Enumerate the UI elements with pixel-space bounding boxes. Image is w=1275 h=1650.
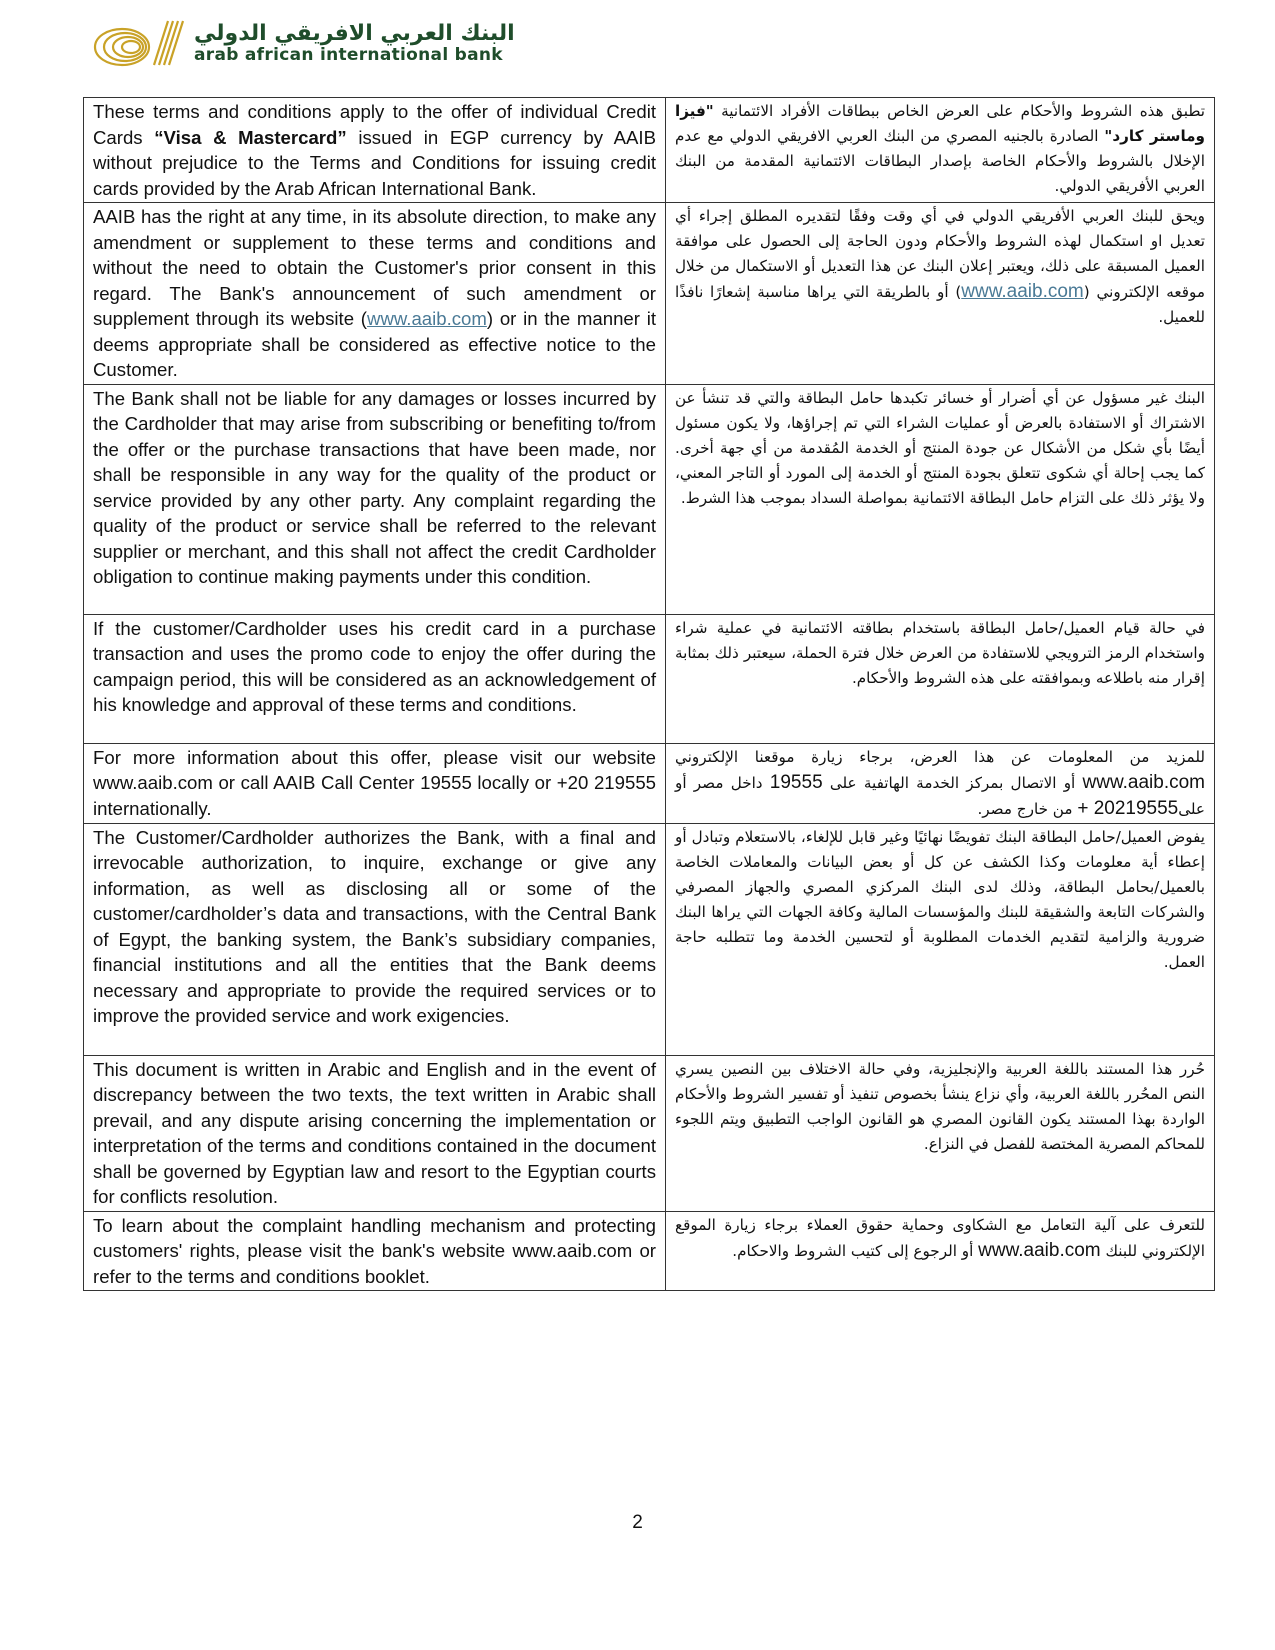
local-call-center-number: 19555 [769,771,823,793]
term-english: The Customer/Cardholder authorizes the Bank, with a final and irrevocable authorization, to inquire, exchange or give any information, as well as disclosing all or some of the customer/cardholder’s data and transactions, with the Central Bank of Egypt, the banking system, the Bank’s subsidiary companies, financial institutions and all the entities that the Bank deems necessary and appropriate to provide the required services or to improve the provided service and work exigencies. [84,823,666,1055]
term-english: To learn about the complaint handling mechanism and protecting customers' rights, please visit the bank's website www.aaib.com or refer to the terms and conditions booklet. [84,1211,666,1291]
card-types-bold: “Visa & Mastercard” [154,126,347,148]
website-text: www.aaib.com [1082,771,1205,793]
term-english: This document is written in Arabic and English and in the event of discrepancy between the two texts, the text written in Arabic shall prevail, and any dispute arising concerning the implementation or interpretation of the terms and conditions contained in the document shall be governed by Egyptian law and resort to the Egyptian courts for conflicts resolution. [84,1055,666,1211]
card-types-bold-ar: "فيزا وماستر كارد" [675,102,1205,145]
website-link-ar[interactable]: www.aaib.com [961,281,1084,302]
bank-name-english: arab african international bank [194,44,503,65]
international-number: 20219555 + [1077,797,1179,819]
term-arabic: للتعرف على آلية التعامل مع الشكاوى وحماية حقوق العملاء برجاء زيارة الموقع الإلكتروني للبنك www.aaib.com أو الرجوع إلى كتيب الشروط والاحكام. [666,1211,1215,1291]
term-english: For more information about this offer, please visit our website www.aaib.com or call AAIB Call Center 19555 locally or +20 219555 internationally. [84,743,666,823]
term-arabic: حُرر هذا المستند باللغة العربية والإنجليزية، وفي حالة الاختلاف بين النصين يسري النص المحُرر باللغة العربية، وأي نزاع ينشأ بخصوص تنفيذ أو تفسير الشروط والأحكام الواردة بهذا المستند يكون القانون المصري هو القانون الواجب التطبيق ويتم اللجوء للمحاكم المصرية المختصة للفصل في النزاع. [666,1055,1215,1211]
bank-name-logotype [194,20,515,65]
term-arabic: للمزيد من المعلومات عن هذا العرض، برجاء زيارة موقعنا الإلكتروني www.aaib.com أو الاتصال بمركز الخدمة الهاتفية على 19555 داخل مصر أو على20219555 + من خارج مصر. [666,743,1215,823]
bank-header [92,14,515,72]
term-arabic: يفوض العميل/حامل البطاقة البنك تفويضًا نهائيًا وغير قابل للإلغاء، بالاستعلام وتبادل أو إعطاء أية معلومات وكذا الكشف عن كل أو بعض البيانات والمعاملات الخاصة بالعميل/بحامل البطاقة، وذلك لدى البنك المركزي المصري والجهاز المصرفي والشركات التابعة والشقيقة للبنك والمؤسسات المالية وكافة الجهات التي يراها البنك ضرورية والزامية لتقديم الخدمات المطلوبة أو لتحسين الخدمة وما تتطلبه حاجة العمل. [666,823,1215,1055]
bank-name-arabic: البنك العربي الافريقي الدولي [194,20,515,46]
table-row [84,743,1215,823]
page-number: 2 [632,1512,643,1533]
terms-table [83,97,1215,1291]
term-english: These terms and conditions apply to the offer of individual Credit Cards “Visa & Mastercard” issued in EGP currency by AAIB without prejudice to the Terms and Conditions for issuing credit cards provided by the Arab African International Bank. [84,98,666,203]
table-row [84,203,1215,385]
term-arabic: تطبق هذه الشروط والأحكام على العرض الخاص ببطاقات الأفراد الائتمانية "فيزا وماستر كارد" الصادرة بالجنيه المصري من البنك العربي الافريقي الدولي مع عدم الإخلال بالشروط والأحكام الخاصة بإصدار البطاقات الائتمانية المقدمة من البنك العربي الأفريقي الدولي. [666,98,1215,203]
table-row [84,384,1215,614]
table-row [84,1055,1215,1211]
table-row [84,614,1215,743]
table-row [84,823,1215,1055]
table-row [84,98,1215,203]
term-arabic: ويحق للبنك العربي الأفريقي الدولي في أي وقت وفقًا لتقديره المطلق إجراء أي تعديل او استكمال لهذه الشروط والأحكام ودون الحاجة إلى الحصول على موافقة العميل المسبقة على ذلك، ويعتبر إعلان البنك عن هذا التعديل أو الاستكمال من خلال موقعه الإلكتروني (www.aaib.com) أو بالطريقة التي يراها مناسبة إشعارًا نافذًا للعميل. [666,203,1215,385]
term-arabic: في حالة قيام العميل/حامل البطاقة باستخدام بطاقته الائتمانية في عملية شراء واستخدام الرمز الترويجي للاستفادة من العرض خلال فترة الحملة، سيعتبر ذلك بمثابة إقرار منه باطلاعه وبموافقته على هذه الشروط والأحكام. [666,614,1215,743]
table-row [84,1211,1215,1291]
term-english: The Bank shall not be liable for any damages or losses incurred by the Cardholder that may arise from subscribing or benefiting to/from the offer or the purchase transactions that have been made, nor shall be responsible in any way for the quality of the product or service provided by any other party. Any complaint regarding the quality of the product or service shall be referred to the relevant supplier or merchant, and this shall not affect the credit Cardholder obligation to continue making payments under this condition. [84,384,666,614]
website-text: www.aaib.com [978,1239,1101,1261]
aaib-logo-icon [92,15,188,71]
term-english: AAIB has the right at any time, in its absolute direction, to make any amendment or supplement to these terms and conditions and without the need to obtain the Customer's prior consent in this regard. The Bank's announcement of such amendment or supplement through its website (www.aaib.com) or in the manner it deems appropriate shall be considered as effective notice to the Customer. [84,203,666,385]
term-english: If the customer/Cardholder uses his credit card in a purchase transaction and uses the promo code to enjoy the offer during the campaign period, this will be considered as an acknowledgement of his knowledge and approval of these terms and conditions. [84,614,666,743]
term-arabic: البنك غير مسؤول عن أي أضرار أو خسائر تكبدها حامل البطاقة والتي قد تنشأ عن الاشتراك أو الاستفادة بالعرض أو عمليات الشراء التي تم إجراؤها، ولا يكون مسئول أيضًا بأي شكل من الأشكال عن جودة المنتج أو الخدمة المُقدمة من أي جهة أخرى. كما يجب إحالة أي شكوى تتعلق بجودة المنتج أو الخدمة إلى المورد أو التاجر المعني، ولا يؤثر ذلك على التزام حامل البطاقة الائتمانية بمواصلة السداد بموجب هذا الشرط. [666,384,1215,614]
website-link[interactable]: www.aaib.com [367,308,487,329]
